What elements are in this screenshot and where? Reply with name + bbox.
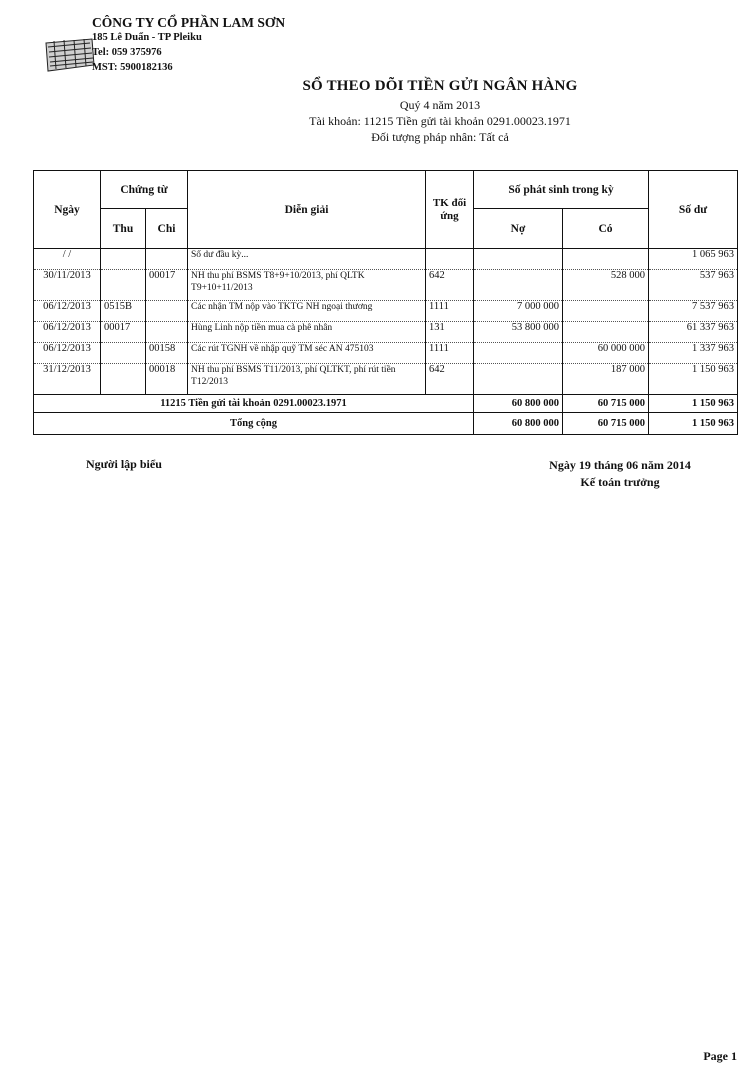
row-payment [146, 322, 188, 343]
grand-total-balance: 1 150 963 [649, 413, 738, 435]
row-receipt: 00017 [101, 322, 146, 343]
row-credit [563, 322, 649, 343]
row-debit [474, 249, 563, 270]
row-date: 31/12/2013 [34, 364, 101, 395]
account-total-row [34, 395, 738, 413]
row-credit [563, 249, 649, 270]
row-payment: 00158 [146, 343, 188, 364]
header-contra-account: TK đối ứng [426, 171, 474, 249]
row-balance: 7 537 963 [649, 301, 738, 322]
row-contra: 131 [426, 322, 474, 343]
row-debit [474, 270, 563, 301]
row-balance: 1 150 963 [649, 364, 738, 395]
company-stamp-logo [40, 35, 98, 75]
row-payment: 00017 [146, 270, 188, 301]
account-total-debit: 60 800 000 [474, 395, 563, 413]
row-date: 30/11/2013 [34, 270, 101, 301]
row-debit: 7 000 000 [474, 301, 563, 322]
report-title-block [230, 78, 650, 145]
row-credit: 187 000 [563, 364, 649, 395]
header-date: Ngày [34, 171, 101, 249]
row-payment [146, 301, 188, 322]
row-balance: 1 065 963 [649, 249, 738, 270]
signature-date: Ngày 19 tháng 06 năm 2014 [549, 458, 691, 472]
row-credit [563, 301, 649, 322]
table-row [34, 270, 738, 301]
table-row [34, 322, 738, 343]
header-voucher: Chứng từ [101, 171, 188, 209]
company-phone: Tel: 059 375976 [92, 47, 162, 58]
grand-total-label: Tổng cộng [34, 413, 474, 435]
report-account: Tài khoản: 11215 Tiền gửi tài khoản 0291.00023.1971 [309, 114, 571, 128]
row-contra: 1111 [426, 343, 474, 364]
grand-total-debit: 60 800 000 [474, 413, 563, 435]
table-row [34, 249, 738, 270]
table-row [34, 343, 738, 364]
row-description: Các rút TGNH về nhập quỹ TM séc AN 475103 [188, 343, 426, 364]
row-date: / / [34, 249, 101, 270]
row-date: 06/12/2013 [34, 322, 101, 343]
ledger-table [33, 170, 738, 435]
row-contra: 642 [426, 364, 474, 395]
row-receipt [101, 343, 146, 364]
chief-accountant-label: Kế toán trưởng [580, 475, 660, 489]
row-receipt [101, 270, 146, 301]
row-balance: 1 337 963 [649, 343, 738, 364]
row-receipt [101, 364, 146, 395]
row-debit: 53 800 000 [474, 322, 563, 343]
row-date: 06/12/2013 [34, 301, 101, 322]
row-description: NH thu phí BSMS T11/2013, phí QLTKT, phí rút tiền T12/2013 [188, 364, 426, 395]
row-balance: 61 337 963 [649, 322, 738, 343]
report-entity: Đối tượng pháp nhân: Tất cả [371, 130, 509, 144]
preparer-label: Người lập biểu [86, 457, 162, 471]
header-credit: Có [563, 209, 649, 249]
table-row [34, 364, 738, 395]
page-number: Page 1 [703, 1049, 737, 1063]
row-description: NH thu phí BSMS T8+9+10/2013, phí QLTK T9+10+11/2013 [188, 270, 426, 301]
row-description: Số dư đầu kỳ... [188, 249, 426, 270]
row-debit [474, 343, 563, 364]
row-description: Hùng Linh nộp tiền mua cà phê nhân [188, 322, 426, 343]
company-info [92, 16, 285, 75]
company-name: CÔNG TY CỔ PHẦN LAM SƠN [92, 15, 286, 30]
row-contra: 642 [426, 270, 474, 301]
account-total-label: 11215 Tiền gửi tài khoản 0291.00023.1971 [34, 395, 474, 413]
header-balance: Số dư [649, 171, 738, 249]
row-payment: 00018 [146, 364, 188, 395]
row-credit: 528 000 [563, 270, 649, 301]
header-debit: Nợ [474, 209, 563, 249]
account-total-balance: 1 150 963 [649, 395, 738, 413]
header-payment: Chi [146, 209, 188, 249]
account-total-credit: 60 715 000 [563, 395, 649, 413]
row-balance: 537 963 [649, 270, 738, 301]
report-period: Quý 4 năm 2013 [399, 98, 481, 112]
row-contra [426, 249, 474, 270]
row-date: 06/12/2013 [34, 343, 101, 364]
row-description: Các nhận TM nộp vào TKTG NH ngoại thương [188, 301, 426, 322]
grand-total-row [34, 413, 738, 435]
row-receipt [101, 249, 146, 270]
report-title: SỔ THEO DÕI TIỀN GỬI NGÂN HÀNG [302, 78, 578, 94]
header-movement: Số phát sinh trong kỳ [474, 171, 649, 209]
row-credit: 60 000 000 [563, 343, 649, 364]
row-payment [146, 249, 188, 270]
company-tax-code: MST: 5900182136 [92, 62, 173, 73]
company-address: 185 Lê Duẩn - TP Pleiku [92, 32, 202, 43]
row-debit [474, 364, 563, 395]
header-description: Diễn giải [188, 171, 426, 249]
grand-total-credit: 60 715 000 [563, 413, 649, 435]
header-receipt: Thu [101, 209, 146, 249]
row-contra: 1111 [426, 301, 474, 322]
table-row [34, 301, 738, 322]
row-receipt: 0515B [101, 301, 146, 322]
